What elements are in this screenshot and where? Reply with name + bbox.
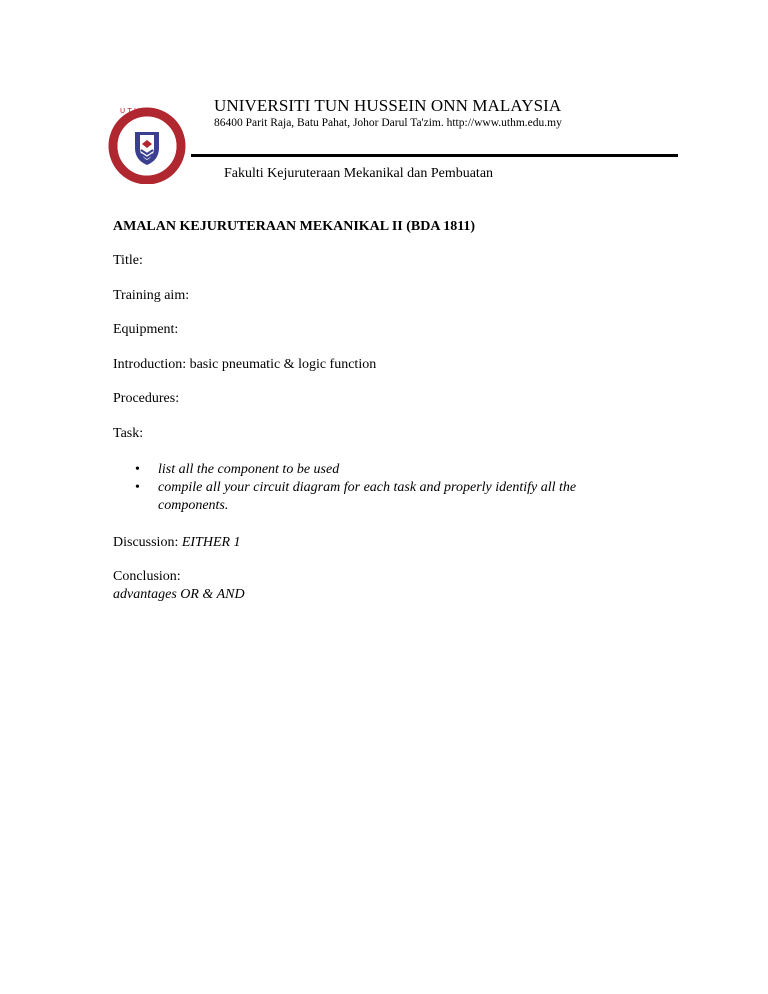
discussion-label: Discussion: [113, 535, 182, 550]
task-list-item [113, 479, 633, 515]
university-name: UNIVERSITI TUN HUSSEIN ONN MALAYSIA [214, 96, 562, 115]
task-label: Task: [113, 426, 144, 441]
logo-top-text: U T H M [120, 107, 148, 115]
discussion-line [113, 534, 241, 552]
task-item-text: list all the component to be used [158, 462, 340, 477]
equipment-label: Equipment: [113, 322, 179, 337]
bullet-icon: • [135, 480, 140, 495]
header-divider [191, 154, 678, 157]
training-aim-label: Training aim: [113, 288, 190, 303]
uthm-logo [104, 104, 190, 184]
title-label: Title: [113, 253, 143, 268]
university-address: 86400 Parit Raja, Batu Pahat, Johor Darul Ta'zim. http://www.uthm.edu.my [214, 117, 562, 129]
discussion-value: EITHER 1 [181, 535, 241, 550]
faculty-name: Fakulti Kejuruteraan Mekanikal dan Pembuatan [224, 166, 494, 181]
task-item-text: compile all your circuit diagram for each task and properly identify all the components. [158, 480, 577, 513]
conclusion-label: Conclusion: [113, 569, 181, 584]
course-title: AMALAN KEJURUTERAAN MEKANIKAL II (BDA 1811) [113, 219, 476, 234]
task-list-item [113, 461, 633, 479]
task-list [113, 461, 633, 515]
bullet-icon: • [135, 462, 140, 477]
conclusion-value: advantages OR & AND [113, 587, 245, 602]
introduction-line: Introduction: basic pneumatic & logic function [113, 357, 377, 372]
procedures-label: Procedures: [113, 391, 180, 406]
